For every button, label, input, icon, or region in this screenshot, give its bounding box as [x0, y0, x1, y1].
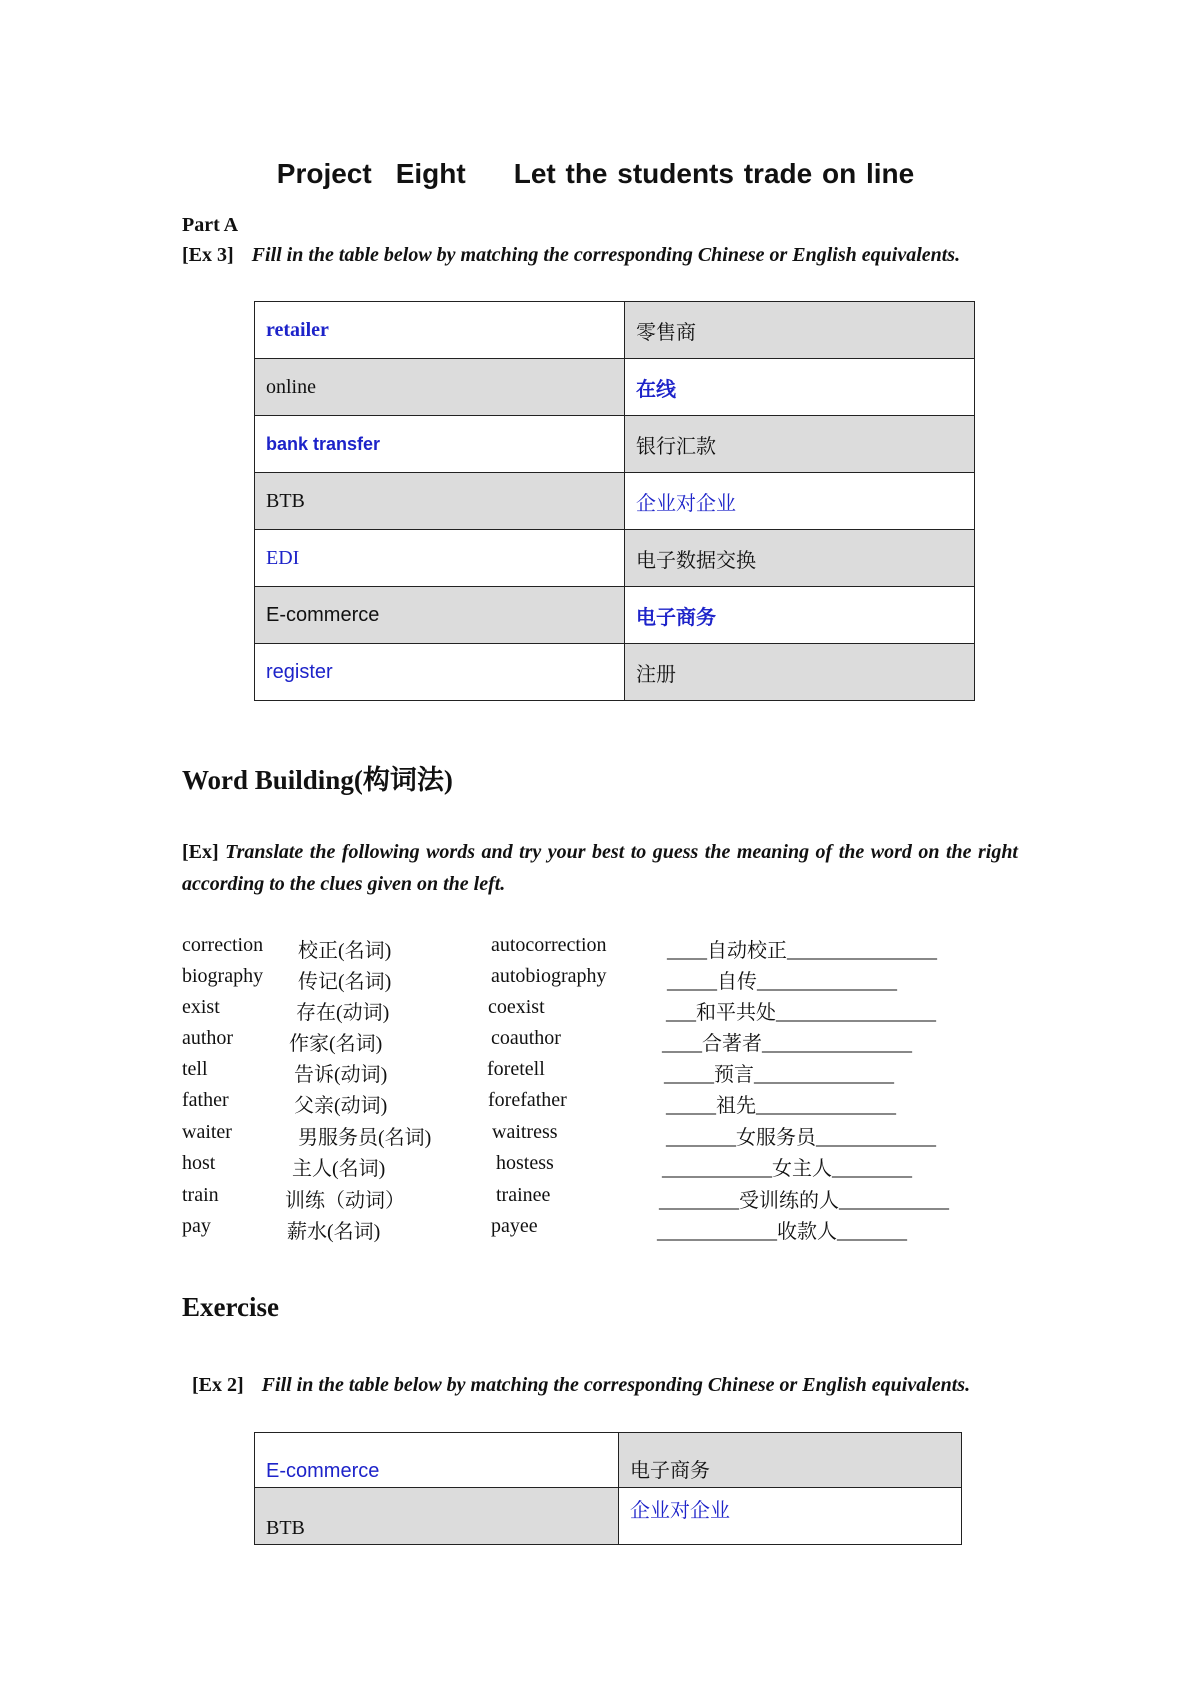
table-cell-zh: 电子商务: [625, 587, 975, 644]
table-cell-en: online: [255, 359, 625, 416]
wb-derived: waitress: [492, 1121, 558, 1143]
table-row: [255, 644, 975, 701]
wb-derived: autocorrection: [491, 934, 607, 956]
table-row: [255, 1433, 962, 1488]
wb-word: tell: [182, 1058, 208, 1080]
wb-answer: ____________收款人_______: [657, 1221, 907, 1243]
wb-word: host: [182, 1152, 216, 1174]
table-cell-zh: 银行汇款: [625, 416, 975, 473]
ex3-instruction: [182, 244, 960, 267]
title-part-2: Eight: [395, 158, 466, 189]
wb-meaning: 校正(名词): [298, 940, 392, 962]
title-part-1: Project: [276, 158, 372, 189]
wb-word: author: [182, 1027, 234, 1049]
wb-derived: foretell: [487, 1058, 545, 1080]
wb-word: correction: [182, 934, 264, 956]
wb-meaning: 传记(名词): [298, 971, 392, 993]
page-title: [0, 158, 1191, 190]
table-cell-zh: 企业对企业: [625, 473, 975, 530]
ex2-instruction: [192, 1374, 970, 1397]
part-a-heading: Part A: [182, 214, 239, 236]
title-part-3: Let the students trade on line: [513, 158, 915, 189]
wb-answer: ___和平共处________________: [666, 1002, 936, 1024]
table-cell-zh: 在线: [625, 359, 975, 416]
table-row: [255, 1488, 962, 1545]
wb-answer: ____自动校正_______________: [667, 940, 937, 962]
table-row: [255, 473, 975, 530]
ex2-instruction-text: Fill in the table below by matching the corresponding Chinese or English equivalents.: [261, 1374, 971, 1396]
wb-answer: _____预言______________: [664, 1064, 894, 1086]
table-cell-en: E-commerce: [255, 587, 625, 644]
table-row: [255, 530, 975, 587]
word-building-heading: Word Building(构词法): [182, 765, 453, 795]
wb-derived: forefather: [488, 1089, 567, 1111]
word-building-instruction-text: Translate the following words and try your best to guess the meaning of the word on the right according to the clues given on the left.: [182, 841, 1018, 895]
wb-word: train: [182, 1184, 219, 1206]
vocabulary-table: [254, 301, 975, 701]
table-cell-en: retailer: [255, 302, 625, 359]
table-cell-zh: 零售商: [625, 302, 975, 359]
wb-answer: _______女服务员____________: [666, 1127, 936, 1149]
table-row: [255, 587, 975, 644]
wb-derived: hostess: [496, 1152, 554, 1174]
table-cell-zh: 企业对企业: [619, 1488, 962, 1545]
table-cell-en: EDI: [255, 530, 625, 587]
ex3-instruction-text: Fill in the table below by matching the corresponding Chinese or English equivalents.: [251, 244, 961, 266]
wb-word: exist: [182, 996, 220, 1018]
table-row: [255, 416, 975, 473]
word-building-instruction: [182, 836, 1018, 900]
wb-word: father: [182, 1089, 229, 1111]
table-row: [255, 302, 975, 359]
wb-answer: _____祖先______________: [666, 1095, 896, 1117]
wb-word: waiter: [182, 1121, 232, 1143]
table-cell-zh: 注册: [625, 644, 975, 701]
wb-answer: ________受训练的人___________: [659, 1190, 949, 1212]
wb-meaning: 薪水(名词): [287, 1221, 381, 1243]
table-row: [255, 359, 975, 416]
table-cell-en: E-commerce: [255, 1433, 619, 1488]
wb-derived: payee: [491, 1215, 538, 1237]
ex2-tag: [Ex 2]: [192, 1374, 244, 1396]
word-building-tag: [Ex]: [182, 841, 219, 863]
wb-answer: ___________女主人________: [662, 1158, 912, 1180]
wb-derived: coexist: [488, 996, 545, 1018]
table-cell-en: bank transfer: [255, 416, 625, 473]
exercise-table: [254, 1432, 962, 1545]
table-cell-zh: 电子数据交换: [625, 530, 975, 587]
wb-word: biography: [182, 965, 264, 987]
table-cell-en: register: [255, 644, 625, 701]
wb-answer: ____合著者_______________: [662, 1033, 912, 1055]
wb-meaning: 告诉(动词): [294, 1064, 388, 1086]
wb-meaning: 训练（动词）: [285, 1190, 405, 1212]
table-cell-en: BTB: [255, 473, 625, 530]
ex3-tag: [Ex 3]: [182, 244, 234, 266]
wb-derived: coauthor: [491, 1027, 561, 1049]
wb-meaning: 主人(名词): [292, 1158, 386, 1180]
wb-derived: autobiography: [491, 965, 607, 987]
table-cell-en: BTB: [255, 1488, 619, 1545]
wb-meaning: 男服务员(名词): [298, 1127, 432, 1149]
wb-meaning: 作家(名词): [289, 1033, 383, 1055]
wb-word: pay: [182, 1215, 211, 1237]
wb-answer: _____自传______________: [667, 971, 897, 993]
wb-meaning: 父亲(动词): [294, 1095, 388, 1117]
table-cell-zh: 电子商务: [619, 1433, 962, 1488]
wb-meaning: 存在(动词): [296, 1002, 390, 1024]
wb-derived: trainee: [496, 1184, 551, 1206]
exercise-heading: Exercise: [182, 1292, 279, 1322]
